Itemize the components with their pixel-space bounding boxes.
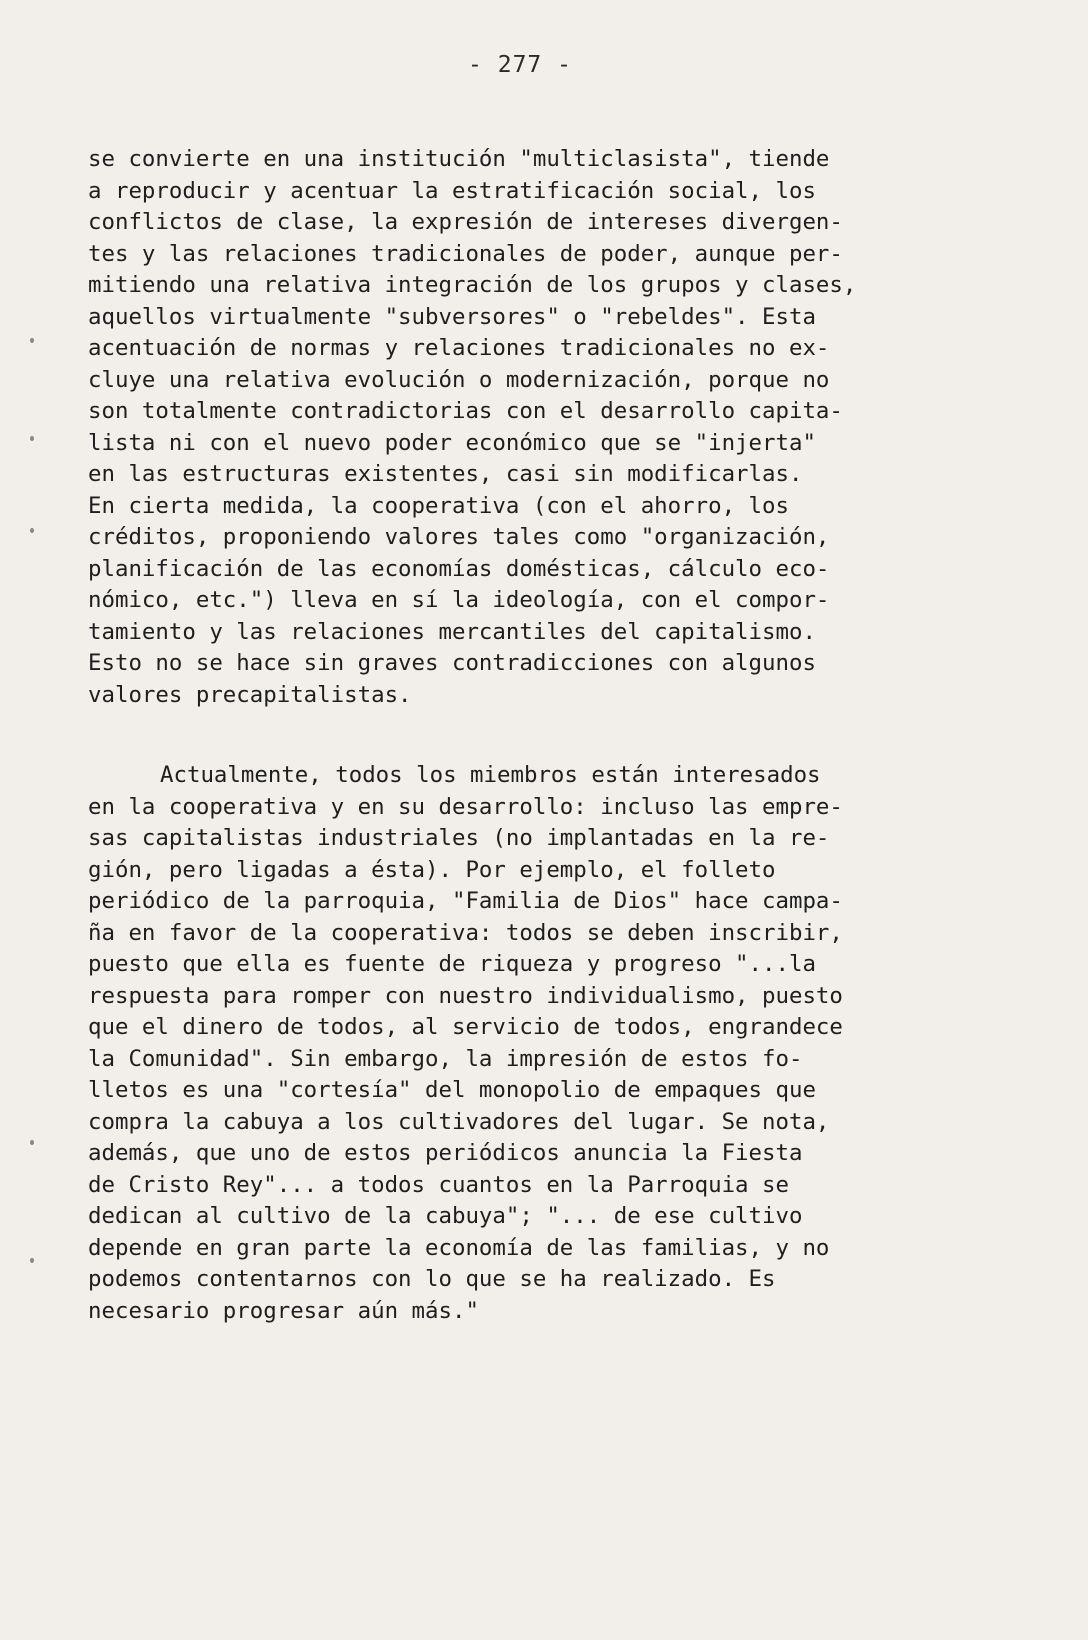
text-line: mitiendo una relativa integración de los grupos y clases, — [88, 272, 857, 298]
text-line: que el dinero de todos, al servicio de todos, engrandece — [88, 1014, 843, 1040]
text-line: lletos es una "cortesía" del monopolio de empaques que — [88, 1077, 816, 1103]
text-line: nómico, etc.") lleva en sí la ideología, con el compor- — [88, 587, 830, 613]
text-line: créditos, proponiendo valores tales como "organización, — [88, 524, 830, 550]
text-line: aquellos virtualmente "subversores" o "rebeldes". Esta — [88, 303, 816, 330]
text-line: a reproducir y acentuar la estratificación social, los — [88, 177, 816, 204]
paper-speck — [30, 1140, 34, 1145]
text-line: Actualmente, todos los miembros están interesados — [160, 762, 821, 788]
text-line: se convierte en una institución "multiclasista", tiende — [88, 146, 830, 172]
text-line: acentuación de normas y relaciones tradicionales no ex- — [88, 335, 830, 361]
text-line: valores precapitalistas. — [88, 681, 412, 708]
text-line: ña en favor de la cooperativa: todos se deben inscribir, — [88, 919, 843, 946]
text-line: de Cristo Rey"... a todos cuantos en la Parroquia se — [88, 1171, 789, 1198]
text-line: podemos contentarnos con lo que se ha realizado. Es — [88, 1266, 776, 1292]
text-line: sas capitalistas industriales (no implantadas en la re- — [88, 825, 830, 851]
text-line: compra la cabuya a los cultivadores del lugar. Se nota, — [88, 1108, 830, 1135]
paper-speck — [30, 338, 34, 343]
text-line: en la cooperativa y en su desarrollo: incluso las empre- — [88, 793, 843, 820]
text-line: además, que uno de estos periódicos anuncia la Fiesta — [88, 1140, 803, 1166]
text-line: son totalmente contradictorias con el desarrollo capita- — [88, 398, 843, 424]
text-line: En cierta medida, la cooperativa (con el ahorro, los — [88, 492, 789, 519]
text-line: lista ni con el nuevo poder económico que se "injerta" — [88, 429, 816, 456]
text-line: periódico de la parroquia, "Familia de Dios" hace campa- — [88, 888, 843, 914]
text-line: conflictos de clase, la expresión de intereses divergen- — [88, 209, 843, 235]
paper-speck — [30, 1258, 34, 1263]
paragraph-2 — [88, 760, 1008, 1327]
text-line: gión, pero ligadas a ésta). Por ejemplo, el folleto — [88, 856, 776, 883]
paper-speck — [30, 436, 34, 441]
text-line: cluye una relativa evolución o modernización, porque no — [88, 366, 830, 393]
paragraph-1 — [88, 144, 1008, 711]
text-line: en las estructuras existentes, casi sin modificarlas. — [88, 461, 803, 487]
text-line: Esto no se hace sin graves contradicciones con algunos — [88, 650, 816, 676]
text-line: dedican al cultivo de la cabuya"; "... de ese cultivo — [88, 1203, 803, 1229]
text-line: necesario progresar aún más." — [88, 1297, 479, 1324]
text-line: planificación de las economías domésticas, cálculo eco- — [88, 555, 830, 582]
paper-speck — [30, 528, 34, 533]
text-line: tamiento y las relaciones mercantiles del capitalismo. — [88, 618, 816, 645]
text-line: tes y las relaciones tradicionales de poder, aunque per- — [88, 240, 843, 267]
text-line: depende en gran parte la economía de las familias, y no — [88, 1234, 830, 1261]
text-line: respuesta para romper con nuestro individualismo, puesto — [88, 982, 843, 1009]
text-line: la Comunidad". Sin embargo, la impresión de estos fo- — [88, 1045, 803, 1072]
page-number: - 277 - — [468, 52, 572, 78]
text-line: puesto que ella es fuente de riqueza y progreso "...la — [88, 951, 816, 977]
